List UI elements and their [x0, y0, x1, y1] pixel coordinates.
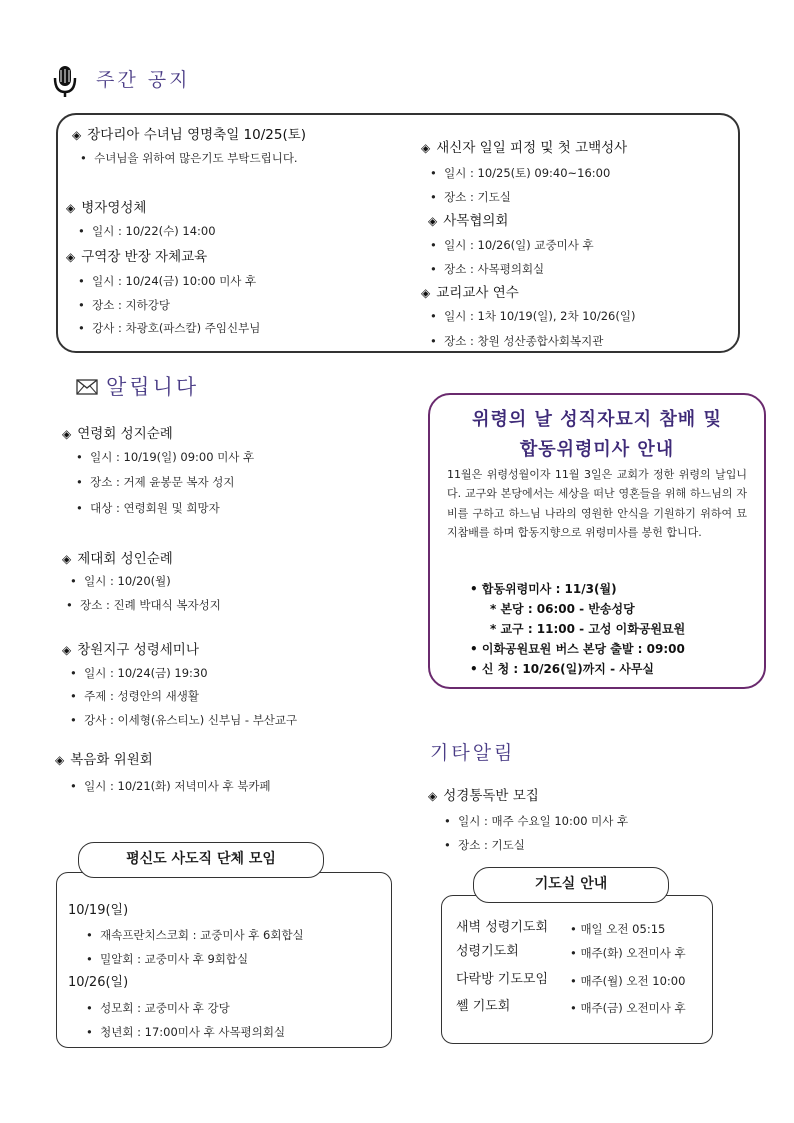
bible-reading-item: • 일시 : 매주 수요일 10:00 미사 후	[444, 814, 629, 828]
seminar-item: • 강사 : 이세형(유스티노) 신부님 - 부산교구	[70, 713, 298, 727]
groups-item: • 밀알회 : 교중미사 후 9회합실	[86, 952, 249, 966]
prayer-time: • 매일 오전 05:15	[570, 922, 666, 936]
groups-item: • 청년회 : 17:00미사 후 사목평의회실	[86, 1025, 286, 1039]
memorial-item: • 이화공원묘원 버스 본당 출발 : 09:00	[470, 642, 685, 656]
notice-feast-heading: ◈ 장다리아 수녀님 영명축일 10/25(토)	[72, 127, 307, 143]
bible-reading-item: • 장소 : 기도실	[444, 838, 525, 852]
prayer-name: 성령기도회	[456, 944, 519, 959]
memorial-item: * 본당 : 06:00 - 반송성당	[490, 602, 635, 616]
notice-training-item: • 장소 : 지하강당	[78, 298, 170, 312]
memorial-title-line2: 합동위령미사 안내	[519, 439, 675, 460]
notice-training-item: • 일시 : 10/24(금) 10:00 미사 후	[78, 274, 257, 288]
memorial-description: 11월은 위령성월이자 11월 3일은 교회가 정한 위령의 날입니다. 교구와 본당에서는 세상을 떠난 영혼들을 위해 하느님의 자비를 구하고 하느님 나라의 영원한 안식을 기원하기 위하여 묘지참배를 하며 합동지향으로 위령미사를 봉헌 합니다.	[447, 468, 747, 540]
diamond-icon: ◈	[55, 753, 65, 767]
weekly-notice-title: 주간 공지	[96, 69, 191, 91]
diamond-icon: ◈	[421, 141, 431, 155]
notice-training-item: • 강사 : 차광호(파스칼) 주임신부님	[78, 321, 261, 335]
prayer-name: 쎌 기도회	[456, 999, 511, 1014]
notice-council-heading: ◈ 사목협의회	[428, 213, 509, 229]
evangelization-heading: ◈ 복음화 위원회	[55, 752, 153, 768]
memorial-item: • 합동위령미사 : 11/3(월)	[470, 582, 617, 596]
pilgrimage-item: • 일시 : 10/19(일) 09:00 미사 후	[76, 450, 255, 464]
notice-retreat-heading: ◈ 새신자 일일 피정 및 첫 고백성사	[421, 140, 628, 156]
pilgrimage-item: • 장소 : 거제 윤봉문 복자 성지	[76, 475, 235, 489]
diamond-icon: ◈	[62, 552, 72, 566]
diamond-icon: ◈	[72, 128, 82, 142]
altar-pilgrimage-item: • 장소 : 진례 박대식 복자성지	[66, 598, 221, 612]
notice-retreat-item: • 장소 : 기도실	[430, 190, 511, 204]
groups-date-1: 10/19(일)	[68, 903, 129, 918]
evangelization-item: • 일시 : 10/21(화) 저녁미사 후 북카페	[70, 779, 271, 793]
diamond-icon: ◈	[66, 250, 76, 264]
prayer-room-title: 기도실 안내	[473, 867, 669, 903]
diamond-icon: ◈	[421, 286, 431, 300]
groups-title: 평신도 사도직 단체 모임	[78, 842, 324, 878]
diamond-icon: ◈	[428, 789, 438, 803]
seminar-heading: ◈ 창원지구 성령세미나	[62, 642, 199, 658]
diamond-icon: ◈	[62, 427, 72, 441]
notice-training-heading: ◈ 구역장 반장 자체교육	[66, 249, 208, 265]
diamond-icon: ◈	[428, 214, 438, 228]
memorial-item: * 교구 : 11:00 - 고성 이화공원묘원	[490, 622, 686, 636]
seminar-item: • 주제 : 성령안의 새생활	[70, 689, 199, 703]
groups-date-2: 10/26(일)	[68, 975, 129, 990]
notice-council-item: • 장소 : 사목평의회실	[430, 262, 545, 276]
notice-council-item: • 일시 : 10/26(일) 교중미사 후	[430, 238, 594, 252]
notices-title: 알립니다	[106, 375, 200, 399]
notice-feast-item: • 수녀님을 위하여 많은기도 부탁드립니다.	[80, 151, 298, 165]
groups-item: • 성모회 : 교중미사 후 강당	[86, 1001, 230, 1015]
bible-reading-heading: ◈ 성경통독반 모집	[428, 788, 539, 804]
envelope-icon	[76, 379, 98, 395]
pilgrimage-heading: ◈ 연령회 성지순례	[62, 426, 173, 442]
notice-teacher-item: • 장소 : 창원 성산종합사회복지관	[430, 334, 604, 348]
diamond-icon: ◈	[62, 643, 72, 657]
prayer-room-box	[441, 895, 713, 1044]
microphone-icon	[52, 64, 78, 98]
other-notices-title: 기타알림	[430, 742, 516, 764]
groups-item: • 재속프란치스코회 : 교중미사 후 6회합실	[86, 928, 304, 942]
pilgrimage-item: • 대상 : 연령회원 및 희망자	[76, 501, 220, 515]
memorial-item: • 신 청 : 10/26(일)까지 - 사무실	[470, 662, 655, 676]
altar-pilgrimage-item: • 일시 : 10/20(월)	[70, 574, 171, 588]
prayer-time: • 매주(화) 오전미사 후	[570, 946, 686, 960]
notice-communion-item: • 일시 : 10/22(수) 14:00	[78, 224, 216, 238]
prayer-name: 새벽 성령기도회	[456, 920, 549, 935]
diamond-icon: ◈	[66, 201, 76, 215]
memorial-title-line1: 위령의 날 성직자묘지 참배 및	[472, 409, 722, 430]
memorial-schedule	[470, 579, 685, 679]
altar-pilgrimage-heading: ◈ 제대회 성인순례	[62, 551, 173, 567]
notice-communion-heading: ◈ 병자영성체	[66, 200, 147, 216]
prayer-name: 다락방 기도모임	[456, 972, 549, 987]
seminar-item: • 일시 : 10/24(금) 19:30	[70, 666, 208, 680]
prayer-time: • 매주(금) 오전미사 후	[570, 1001, 686, 1015]
prayer-time: • 매주(월) 오전 10:00	[570, 974, 686, 988]
notice-teacher-item: • 일시 : 1차 10/19(일), 2차 10/26(일)	[430, 309, 636, 323]
notice-retreat-item: • 일시 : 10/25(토) 09:40~16:00	[430, 166, 611, 180]
notice-teacher-heading: ◈ 교리교사 연수	[421, 285, 519, 301]
